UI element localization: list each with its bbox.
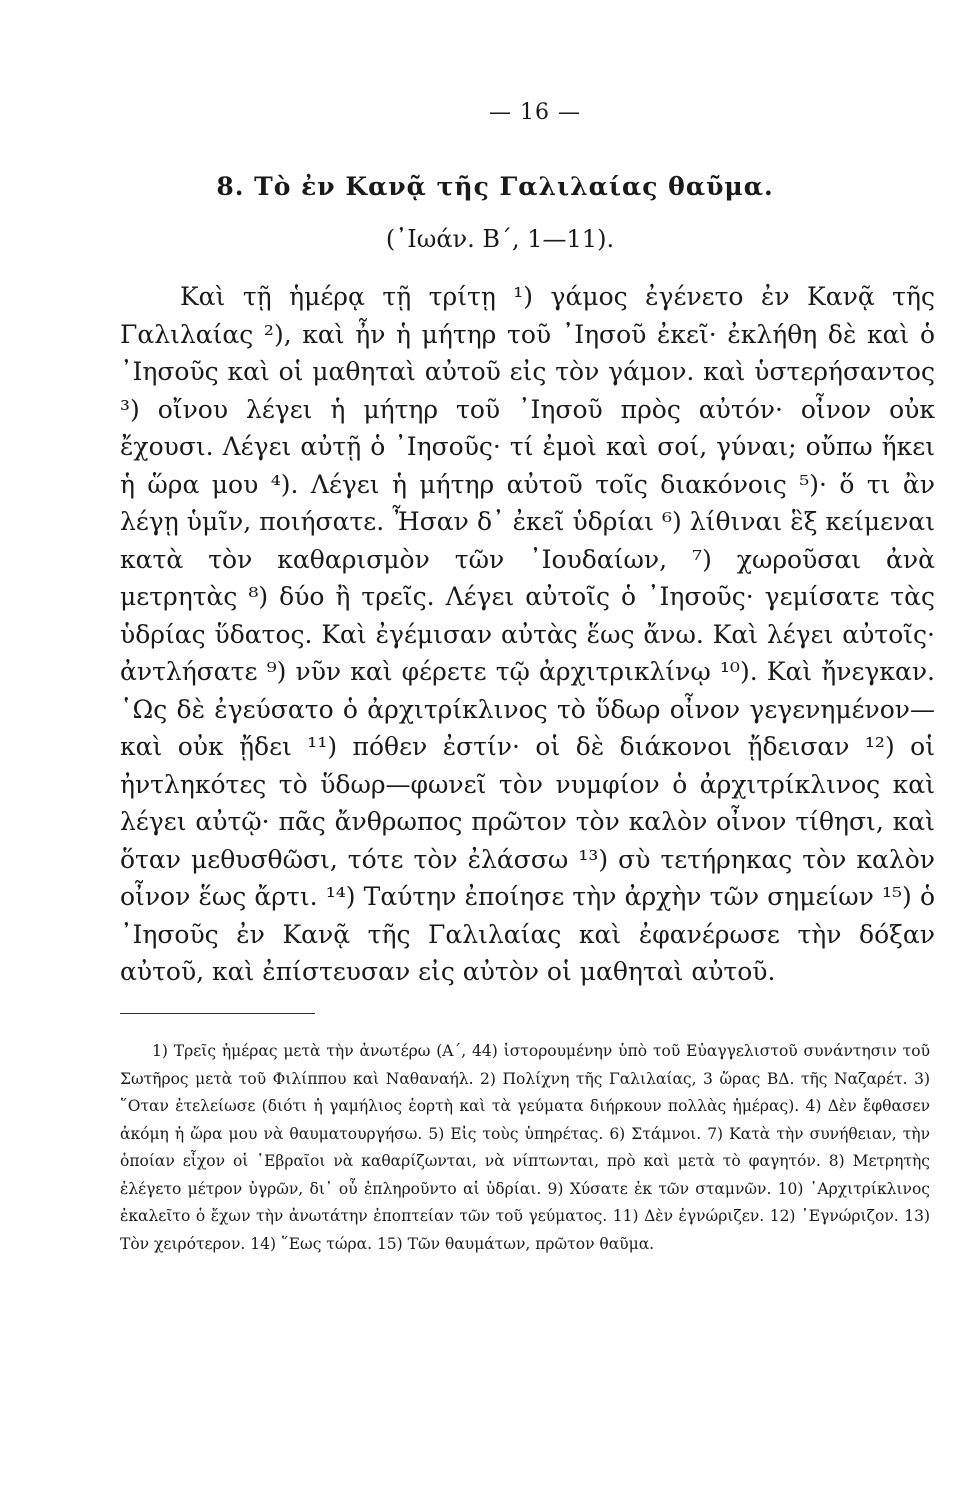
scripture-reference: (᾿Ιωάν. Β΄, 1—11).: [385, 225, 615, 253]
page-number: — 16 —: [489, 100, 581, 125]
footnote-divider: [120, 1013, 315, 1014]
section-title: 8. Τὸ ἐν Κανᾷ τῆς Γαλιλαίας θαῦμα.: [216, 172, 774, 201]
body-paragraph: Καὶ τῇ ἡμέρᾳ τῇ τρίτῃ ¹) γάμος ἐγένετο ἐν Κανᾷ τῆς Γαλιλαίας ²), καὶ ἦν ἡ μήτηρ τοῦ ᾿Ιησοῦ ἐκεῖ· ἐκλήθη δὲ καὶ ὁ ᾿Ιησοῦς καὶ οἱ μαθηταὶ αὐτοῦ εἰς τὸν γάμον. καὶ ὑστερήσαντος ³) οἴνου λέγει ἡ μήτηρ τοῦ ᾿Ιησοῦ πρὸς αὐτόν· οἶνον οὐκ ἔχουσι. Λέγει αὐτῇ ὁ ᾿Ιησοῦς· τί ἐμοὶ καὶ σοί, γύναι; οὔπω ἥκει ἡ ὥρα μου ⁴). Λέγει ἡ μήτηρ αὐτοῦ τοῖς διακόνοις ⁵)· ὅ τι ἂν λέγῃ ὑμῖν, ποιήσατε. Ἦσαν δ᾿ ἐκεῖ ὑδρίαι ⁶) λίθιναι ἓξ κείμεναι κατὰ τὸν καθαρισμὸν τῶν ᾿Ιουδαίων, ⁷) χωροῦσαι ἀνὰ μετρητὰς ⁸) δύο ἢ τρεῖς. Λέγει αὐτοῖς ὁ ᾿Ιησοῦς· γεμίσατε τὰς ὑδρίας ὕδατος. Καὶ ἐγέμισαν αὐτὰς ἕως ἄνω. Καὶ λέγει αὐτοῖς· ἀντλήσατε ⁹) νῦν καὶ φέρετε τῷ ἀρχιτρικλίνῳ ¹⁰). Καὶ ἤνεγκαν. ῾Ως δὲ ἐγεύσατο ὁ ἀρχιτρίκλινος τὸ ὕδωρ οἶνον γεγενημένον— καὶ οὐκ ᾔδει ¹¹) πόθεν ἐστίν· οἱ δὲ διάκονοι ᾔδεισαν ¹²) οἱ ἠντληκότες τὸ ὕδωρ—φωνεῖ τὸν νυμφίον ὁ ἀρχιτρίκλινος καὶ λέγει αὐτῷ· πᾶς ἄνθρωπος πρῶτον τὸν καλὸν οἶνον τίθησι, καὶ ὅταν μεθυσθῶσι, τότε τὸν ἐλάσσω ¹³) σὺ τετήρηκας τὸν καλὸν οἶνον ἕως ἄρτι. ¹⁴) Ταύτην ἐποίησε τὴν ἀρχὴν τῶν σημείων ¹⁵) ὁ ᾿Ιησοῦς ἐν Κανᾷ τῆς Γαλιλαίας καὶ ἐφανέρωσε τὴν δόξαν αὐτοῦ, καὶ ἐπίστευσαν εἰς αὐτὸν οἱ μαθηταὶ αὐτοῦ.: [120, 282, 935, 986]
footnotes: 1) Τρεῖς ἡμέρας μετὰ τὴν ἀνωτέρω (Α΄, 44) ἱστορουμένην ὑπὸ τοῦ Εὐαγγελιστοῦ συνάντησιν τοῦ Σωτῆρος μετὰ τοῦ Φιλίππου καὶ Ναθαναήλ. 2) Πολίχνη τῆς Γαλιλαίας, 3 ὥρας ΒΔ. τῆς Ναζαρέτ. 3) ῞Οταν ἐτελείωσε (διότι ἡ γαμήλιος ἑορτὴ καὶ τὰ γεύματα διήρκουν πολλὰς ἡμέρας). 4) Δὲν ἔφθασεν ἀκόμη ἡ ὥρα μου νὰ θαυματουργήσω. 5) Εἰς τοὺς ὑπηρέτας. 6) Στάμνοι. 7) Κατὰ τὴν συνήθειαν, τὴν ὁποίαν εἶχον οἱ ῾Εβραῖοι νὰ καθαρίζωνται, νὰ νίπτωνται, πρὸ καὶ μετὰ τὸ φαγητόν. 8) Μετρητὴς ἐλέγετο μέτρον ὑγρῶν, δι᾿ οὗ ἐπληροῦντο αἱ ὑδρίαι. 9) Χύσατε ἐκ τῶν σταμνῶν. 10) ᾿Αρχιτρίκλινος ἐκαλεῖτο ὁ ἔχων τὴν ἀνωτάτην ἐποπτείαν τῶν τοῦ γεύματος. 11) Δὲν ἐγνώριζεν. 12) ᾿Εγνώριζον. 13) Τὸν χειρότερον. 14) ῞Εως τώρα. 15) Τῶν θαυμάτων, πρῶτον θαῦμα.: [120, 1042, 930, 1253]
